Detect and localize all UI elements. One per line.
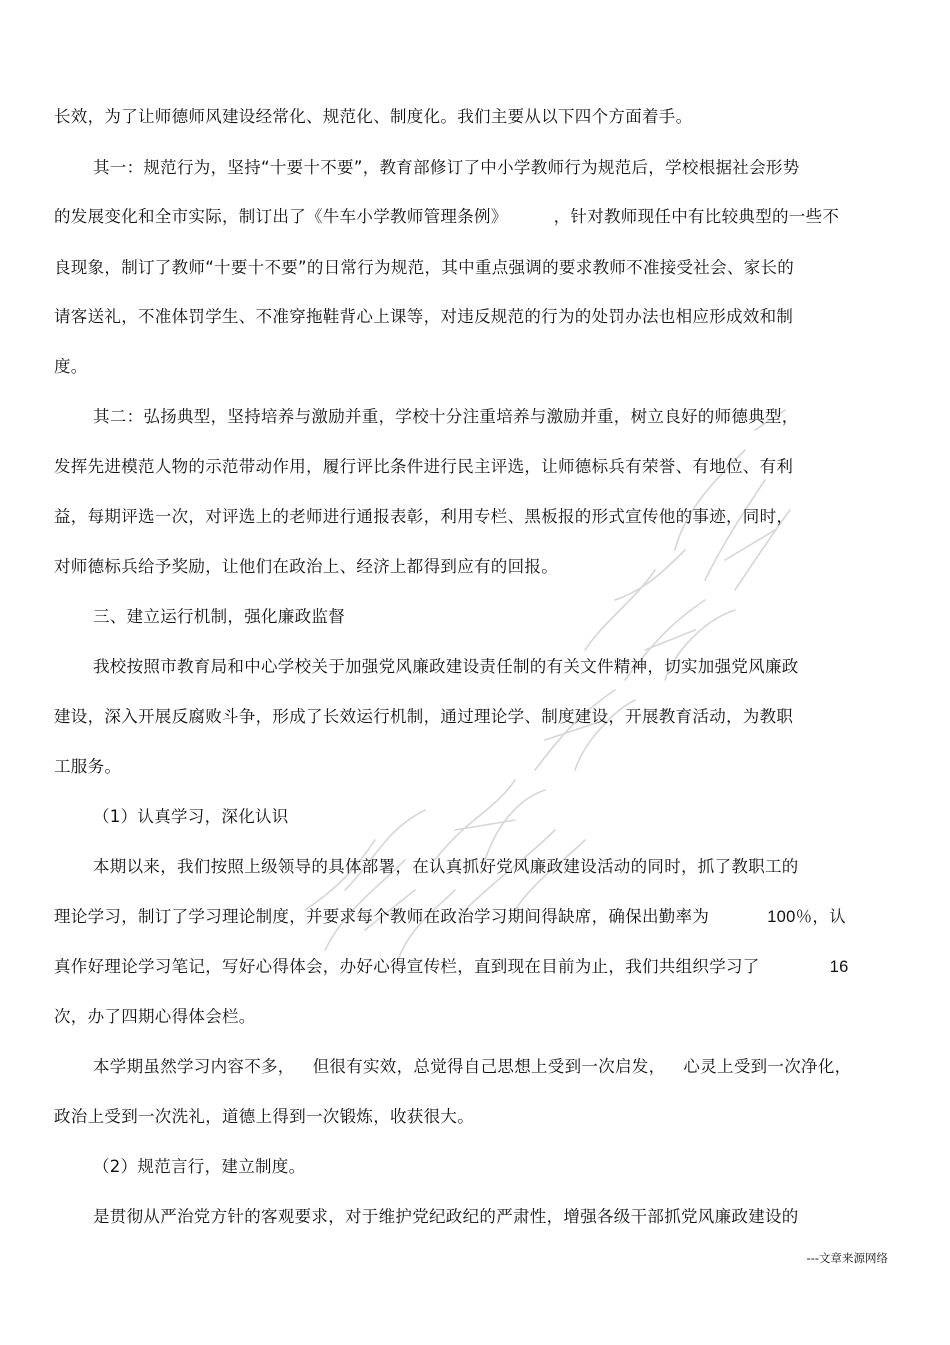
body-line-8: 发挥先进模范人物的示范带动作用，履行评比条件进行民主评选，让师德标兵有荣誉、有地位、有利 — [54, 457, 794, 476]
body-line-7: 其二：弘扬典型，坚持培养与激励并重，学校十分注重培养与激励并重，树立良好的师德典型， — [93, 407, 799, 426]
body-line-5: 请客送礼，不准体罚学生、不准穿拖鞋背心上课等，对违反规范的行为的处罚办法也相应形成效和制 — [54, 307, 794, 326]
source-footer: ---文章来源网络 — [806, 1251, 888, 1265]
body-line-18 — [93, 1056, 851, 1078]
body-line-17: 次，办了四期心得体会栏。 — [54, 1007, 256, 1026]
body-line-10: 对师德标兵给予奖励，让他们在政治上、经济上都得到应有的回报。 — [54, 557, 558, 576]
body-line-1: 长效，为了让师德师风建设经常化、规范化、制度化。我们主要从以下四个方面着手。 — [54, 107, 693, 126]
body-line-11: 我校按照市教育局和中心学校关于加强党风廉政建设责任制的有关文件精神，切实加强党风廉政 — [93, 657, 799, 676]
body-line-13: 工服务。 — [54, 757, 122, 776]
body-line-4: 良现象，制订了教师“十要十不要”的日常行为规范，其中重点强调的要求教师不准接受社会、家长的 — [54, 258, 795, 277]
body-line-3 — [54, 206, 839, 228]
body-line-15-part-a: 理论学习，制订了学习理论制度，并要求每个教师在政治学习期间得缺席，确保出勤率为 — [54, 907, 710, 926]
body-line-12: 建设，深入开展反腐败斗争，形成了长效运行机制，通过理论学、制度建设，开展教育活动，为教职 — [54, 707, 794, 726]
body-line-18-part-a: 本学期虽然学习内容不多， — [93, 1057, 295, 1076]
subheading-2: （2）规范言行，建立制度。 — [93, 1157, 306, 1176]
body-line-3-part-b: ，针对教师现任中有比较典型的一些不 — [553, 207, 840, 226]
attendance-rate-text: 100％，认 — [767, 908, 847, 926]
body-line-18-part-c: 心灵上受到一次净化， — [683, 1057, 852, 1076]
body-line-16 — [54, 956, 849, 978]
body-line-16-part-a: 真作好理论学习笔记，写好心得体会，办好心得宣传栏，直到现在目前为止，我们共组织学习了 — [54, 957, 760, 976]
body-line-14: 本期以来，我们按照上级领导的具体部署，在认真抓好党风廉政建设活动的同时，抓了教职工的 — [93, 857, 799, 876]
body-line-3-part-a: 的发展变化和全市实际，制订出了《牛车小学教师管理条例》 — [54, 207, 508, 226]
body-line-9: 益，每期评选一次，对评选上的老师进行通报表彰，利用专栏、黑板报的形式宣传他的事迹，同时， — [54, 507, 794, 526]
diagonal-watermark-graphic — [285, 390, 805, 990]
body-line-19: 政治上受到一次洗礼，道德上得到一次锻炼，收获很大。 — [54, 1107, 474, 1126]
body-line-20: 是贯彻从严治党方针的客观要求，对于维护党纪政纪的严肃性，增强各级干部抓党风廉政建设的 — [93, 1207, 799, 1226]
section-heading: 三、建立运行机制，强化廉政监督 — [93, 607, 345, 626]
body-line-18-part-b: 但很有实效，总觉得自己思想上受到一次启发， — [312, 1057, 666, 1076]
body-line-15 — [54, 906, 846, 928]
body-line-6: 度。 — [54, 357, 88, 376]
subheading-1: （1）认真学习，深化认识 — [93, 807, 289, 826]
body-line-2: 其一：规范行为，坚持“十要十不要”，教育部修订了中小学教师行为规范后，学校根据社会形势 — [93, 158, 800, 177]
study-count-number: 16 — [829, 958, 849, 976]
